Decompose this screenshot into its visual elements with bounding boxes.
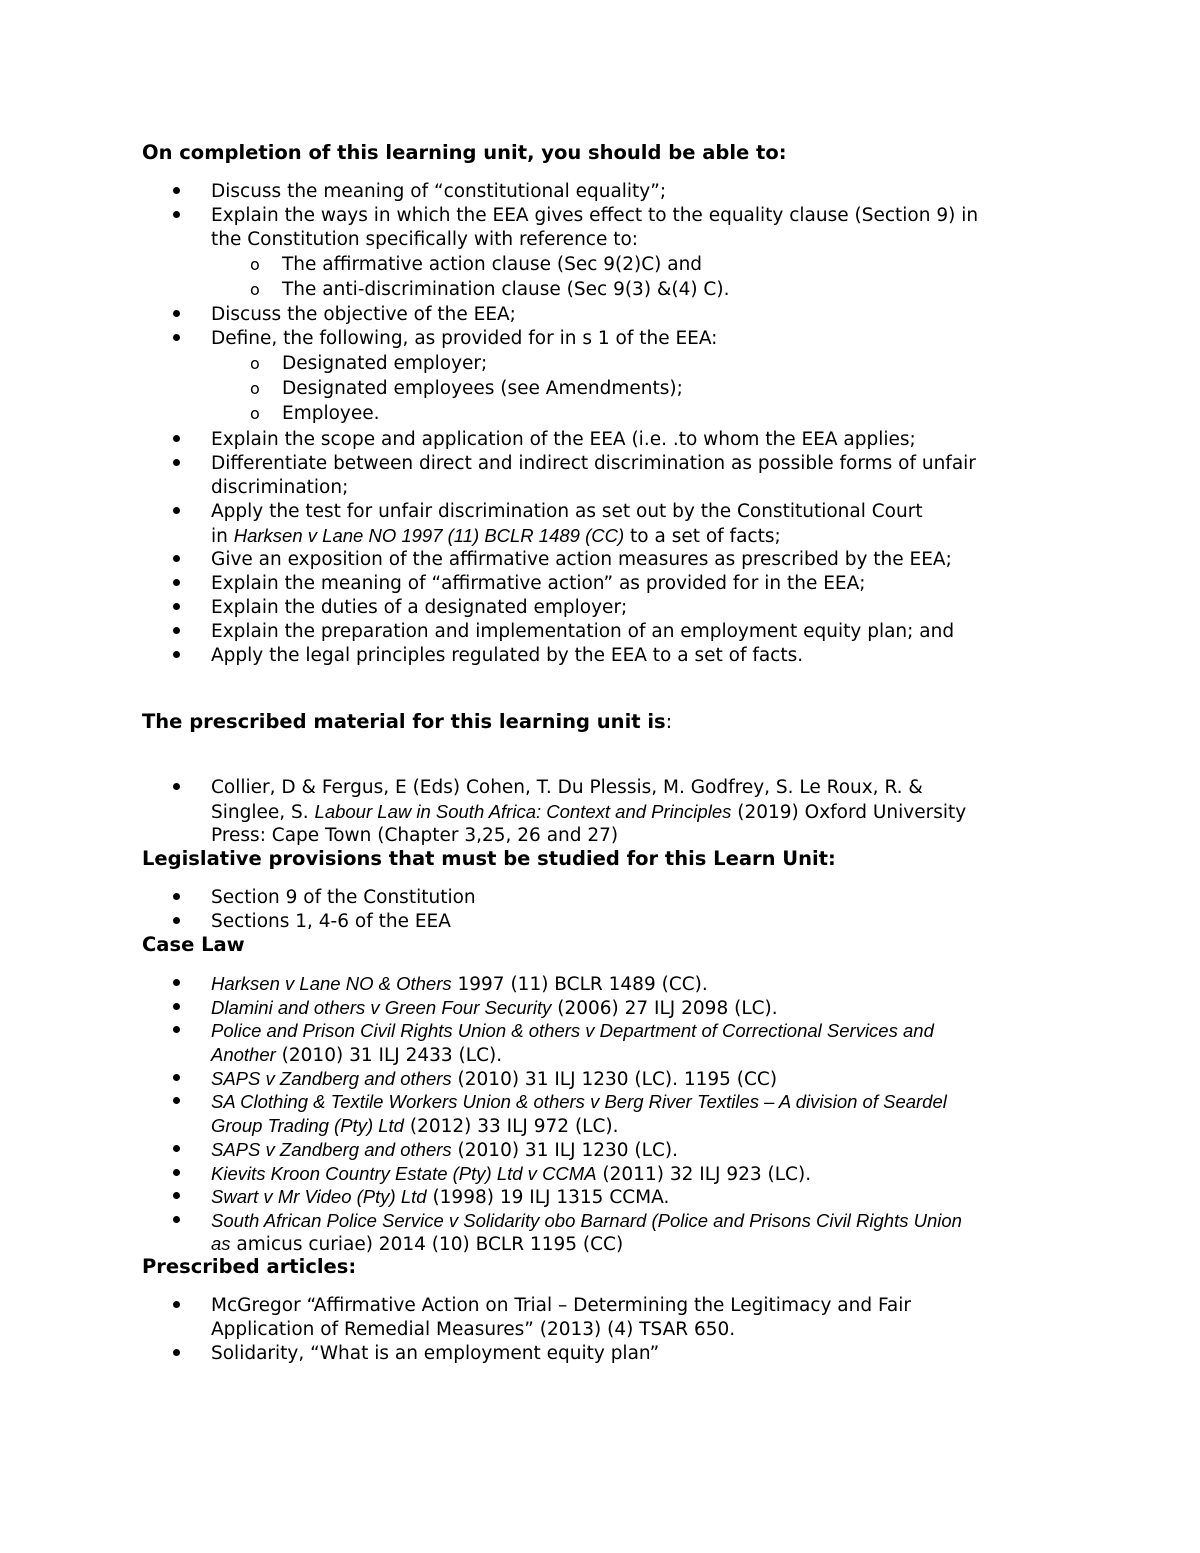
bullet-icon (173, 602, 183, 612)
list-item-continuation: the Constitution specifically with reference to: (211, 229, 639, 250)
list-item: Section 9 of the Constitution (0, 886, 1200, 910)
bullet-icon (173, 309, 183, 319)
bullet-icon (173, 1215, 183, 1225)
list-item: Dlamini and others v Green Four Security (2006) 27 ILJ 2098 (LC). (0, 996, 1200, 1020)
list-item: Sections 1, 4-6 of the EEA (0, 910, 1200, 934)
bullet-icon (173, 650, 183, 660)
list-item-continuation: Application of Remedial Measures” (2013) (4) TSAR 650. (211, 1319, 736, 1340)
bullet-icon (173, 333, 183, 343)
sub-list-item: o Employee. (250, 403, 380, 424)
bullet-icon (173, 626, 183, 636)
list-item: Define, the following, as provided for in s 1 of the EEA: (0, 327, 1200, 351)
bullet-icon (173, 1096, 183, 1106)
list-item-continuation: Singlee, S. Labour Law in South Africa: Context and Principles (2019) Oxford University (211, 801, 967, 823)
list-item: SAPS v Zandberg and others (2010) 31 ILJ 1230 (LC). (0, 1138, 1200, 1162)
outcomes-heading: On completion of this learning unit, you should be able to: (142, 141, 787, 164)
list-item: Explain the duties of a designated employer; (0, 596, 1200, 620)
circle-bullet-icon: o (250, 280, 260, 299)
bullet-icon (173, 210, 183, 220)
bullet-icon (173, 1025, 183, 1035)
list-item: Apply the test for unfair discrimination as set out by the Constitutional Court (0, 500, 1200, 524)
bullet-icon (173, 578, 183, 588)
list-item: Explain the scope and application of the EEA (i.e. .to whom the EEA applies; (0, 428, 1200, 452)
sub-list-item: o Designated employees (see Amendments); (250, 378, 683, 399)
material-heading: The prescribed material for this learning unit is: (142, 710, 673, 733)
list-item-continuation: Group Trading (Pty) Ltd (2012) 33 ILJ 972 (LC). (211, 1115, 619, 1137)
list-item-continuation: Another (2010) 31 ILJ 2433 (LC). (211, 1044, 503, 1066)
circle-bullet-icon: o (250, 354, 260, 373)
bullet-icon (173, 458, 183, 468)
list-item: Swart v Mr Video (Pty) Ltd (1998) 19 ILJ 1315 CCMA. (0, 1185, 1200, 1209)
bullet-icon (173, 916, 183, 926)
list-item: Explain the meaning of “affirmative action” as provided for in the EEA; (0, 572, 1200, 596)
bullet-icon (173, 1300, 183, 1310)
bullet-icon (173, 1348, 183, 1358)
sub-list-item: o Designated employer; (250, 353, 488, 374)
bullet-icon (173, 1168, 183, 1178)
list-item: Discuss the objective of the EEA; (0, 303, 1200, 327)
list-item: Discuss the meaning of “constitutional equality”; (0, 180, 1200, 204)
list-item: Differentiate between direct and indirect discrimination as possible forms of unfair (0, 452, 1200, 476)
circle-bullet-icon: o (250, 404, 260, 423)
articles-heading: Prescribed articles: (142, 1255, 357, 1278)
list-item-continuation: as amicus curiae) 2014 (10) BCLR 1195 (CC) (211, 1233, 624, 1255)
list-item: Apply the legal principles regulated by the EEA to a set of facts. (0, 644, 1200, 668)
circle-bullet-icon: o (250, 255, 260, 274)
sub-list-item: o The anti-discrimination clause (Sec 9(3) &(4) C). (250, 279, 730, 300)
list-item: Harksen v Lane NO & Others 1997 (11) BCLR 1489 (CC). (0, 972, 1200, 996)
legislation-heading: Legislative provisions that must be studied for this Learn Unit: (142, 847, 836, 870)
list-item: SAPS v Zandberg and others (2010) 31 ILJ 1230 (LC). 1195 (CC) (0, 1067, 1200, 1091)
list-item: Explain the preparation and implementation of an employment equity plan; and (0, 620, 1200, 644)
list-item: South African Police Service v Solidarity obo Barnard (Police and Prisons Civil Rights Union (0, 1209, 1200, 1233)
bullet-icon (173, 1144, 183, 1154)
bullet-icon (173, 1073, 183, 1083)
list-item: Kievits Kroon Country Estate (Pty) Ltd v CCMA (2011) 32 ILJ 923 (LC). (0, 1162, 1200, 1186)
list-item-continuation: in Harksen v Lane NO 1997 (11) BCLR 1489 (CC) to a set of facts; (211, 525, 781, 547)
list-item: SA Clothing & Textile Workers Union & others v Berg River Textiles – A division of Seardel (0, 1090, 1200, 1114)
bullet-icon (173, 506, 183, 516)
sub-list-item: o The affirmative action clause (Sec 9(2)C) and (250, 254, 703, 275)
bullet-icon (173, 1002, 183, 1012)
list-item: Explain the ways in which the EEA gives effect to the equality clause (Section 9) in (0, 204, 1200, 228)
bullet-icon (173, 782, 183, 792)
bullet-icon (173, 554, 183, 564)
circle-bullet-icon: o (250, 379, 260, 398)
list-item: Collier, D & Fergus, E (Eds) Cohen, T. Du Plessis, M. Godfrey, S. Le Roux, R. & (0, 776, 1200, 800)
list-item: Police and Prison Civil Rights Union & others v Department of Correctional Services and (0, 1019, 1200, 1043)
list-item-continuation: Press: Cape Town (Chapter 3,25, 26 and 27) (211, 825, 619, 846)
list-item: Give an exposition of the affirmative action measures as prescribed by the EEA; (0, 548, 1200, 572)
list-item: Solidarity, “What is an employment equity plan” (0, 1342, 1200, 1366)
bullet-icon (173, 186, 183, 196)
bullet-icon (173, 978, 183, 988)
case-law-heading: Case Law (142, 933, 245, 956)
bullet-icon (173, 434, 183, 444)
bullet-icon (173, 892, 183, 902)
list-item-continuation: discrimination; (211, 477, 349, 498)
bullet-icon (173, 1191, 183, 1201)
list-item: McGregor “Affirmative Action on Trial – Determining the Legitimacy and Fair (0, 1294, 1200, 1318)
